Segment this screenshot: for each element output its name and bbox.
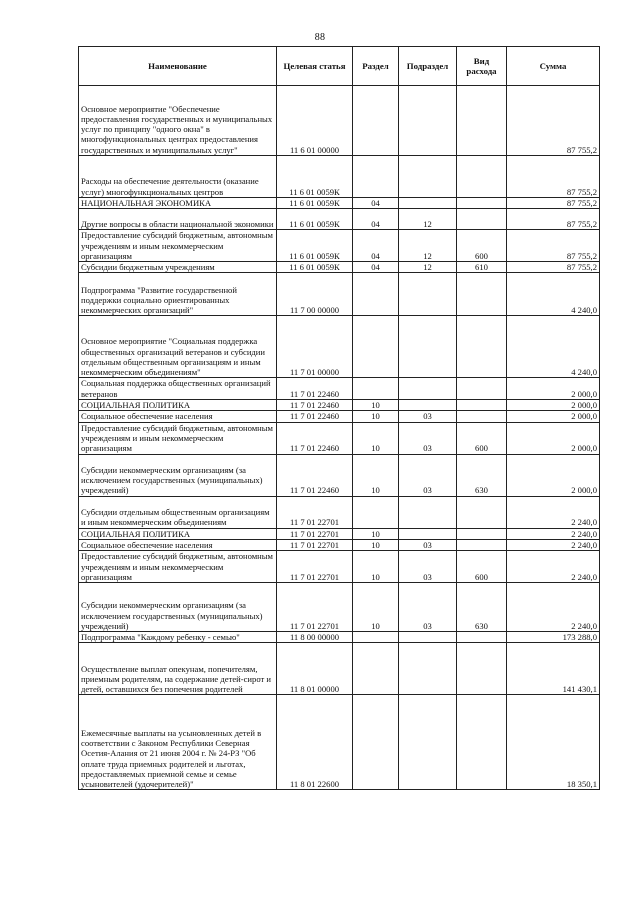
cell-sum: 2 000,0 (507, 378, 600, 400)
cell-subsection (399, 378, 457, 400)
cell-sum: 2 240,0 (507, 528, 600, 539)
table-row (79, 695, 600, 790)
cell-subsection: 12 (399, 262, 457, 273)
cell-subsection: 03 (399, 411, 457, 422)
table-row (79, 454, 600, 496)
header-section: Раздел (353, 47, 399, 86)
table-row (79, 86, 600, 156)
cell-target-code: 11 7 01 22701 (277, 496, 353, 528)
cell-target-code: 11 7 01 22701 (277, 583, 353, 632)
cell-sum: 2 240,0 (507, 539, 600, 550)
table-row (79, 643, 600, 695)
cell-target-code: 11 6 01 0059К (277, 198, 353, 209)
cell-target-code: 11 6 01 0059К (277, 230, 353, 262)
table-row (79, 528, 600, 539)
cell-sum: 87 755,2 (507, 86, 600, 156)
cell-sum: 173 288,0 (507, 632, 600, 643)
table-row (79, 539, 600, 550)
cell-expense-type (457, 400, 507, 411)
cell-expense-type (457, 378, 507, 400)
cell-sum: 4 240,0 (507, 273, 600, 316)
cell-section (353, 632, 399, 643)
table-row (79, 198, 600, 209)
cell-sum: 18 350,1 (507, 695, 600, 790)
cell-target-code: 11 7 01 22701 (277, 551, 353, 583)
cell-expense-type: 600 (457, 422, 507, 454)
cell-subsection (399, 400, 457, 411)
table-header-row (79, 47, 600, 86)
cell-name: НАЦИОНАЛЬНАЯ ЭКОНОМИКА (79, 198, 277, 209)
header-sum: Сумма (507, 47, 600, 86)
cell-sum: 4 240,0 (507, 316, 600, 378)
cell-target-code: 11 7 01 22701 (277, 539, 353, 550)
cell-name: Предоставление субсидий бюджетным, автономным учреждениям и иным некоммерческим организациям (79, 422, 277, 454)
cell-subsection (399, 273, 457, 316)
cell-target-code: 11 7 01 22460 (277, 454, 353, 496)
cell-expense-type: 610 (457, 262, 507, 273)
cell-name: Социальная поддержка общественных организаций ветеранов (79, 378, 277, 400)
table-row (79, 496, 600, 528)
cell-section: 04 (353, 209, 399, 230)
cell-name: Субсидии некоммерческим организациям (за исключением государственных (муниципальных) учреждений) (79, 583, 277, 632)
cell-subsection: 03 (399, 551, 457, 583)
cell-expense-type: 600 (457, 551, 507, 583)
cell-expense-type: 600 (457, 230, 507, 262)
cell-expense-type: 630 (457, 583, 507, 632)
cell-section (353, 156, 399, 198)
table-row (79, 422, 600, 454)
cell-section: 10 (353, 422, 399, 454)
cell-section (353, 316, 399, 378)
cell-target-code: 11 7 00 00000 (277, 273, 353, 316)
cell-section: 10 (353, 539, 399, 550)
cell-subsection: 12 (399, 209, 457, 230)
cell-sum: 2 240,0 (507, 551, 600, 583)
cell-expense-type (457, 695, 507, 790)
cell-name: Субсидии бюджетным учреждениям (79, 262, 277, 273)
cell-section: 04 (353, 198, 399, 209)
table-row (79, 209, 600, 230)
cell-sum: 2 240,0 (507, 583, 600, 632)
cell-section (353, 643, 399, 695)
cell-name: Предоставление субсидий бюджетным, автономным учреждениям и иным некоммерческим организациям (79, 551, 277, 583)
header-type: Вид расхода (457, 47, 507, 86)
cell-subsection (399, 156, 457, 198)
cell-sum: 141 430,1 (507, 643, 600, 695)
cell-target-code: 11 7 01 22701 (277, 528, 353, 539)
cell-section: 10 (353, 400, 399, 411)
cell-section (353, 86, 399, 156)
cell-name: Осуществление выплат опекунам, попечителям, приемным родителям, на содержание детей-сирот и детей, оставшихся без попечения родителей (79, 643, 277, 695)
cell-expense-type (457, 539, 507, 550)
cell-sum: 87 755,2 (507, 156, 600, 198)
cell-subsection (399, 695, 457, 790)
table-row (79, 411, 600, 422)
cell-target-code: 11 6 01 0059К (277, 156, 353, 198)
cell-section: 10 (353, 583, 399, 632)
cell-expense-type (457, 209, 507, 230)
cell-sum: 87 755,2 (507, 209, 600, 230)
cell-section: 04 (353, 230, 399, 262)
cell-subsection (399, 632, 457, 643)
cell-name: Социальное обеспечение населения (79, 411, 277, 422)
header-subsection: Подраздел (399, 47, 457, 86)
cell-section: 10 (353, 528, 399, 539)
cell-sum: 2 000,0 (507, 400, 600, 411)
cell-subsection (399, 316, 457, 378)
cell-expense-type (457, 273, 507, 316)
table-row (79, 378, 600, 400)
cell-name: Другие вопросы в области национальной экономики (79, 209, 277, 230)
cell-expense-type (457, 316, 507, 378)
cell-section (353, 378, 399, 400)
cell-section: 10 (353, 411, 399, 422)
cell-expense-type (457, 86, 507, 156)
cell-sum: 87 755,2 (507, 262, 600, 273)
cell-target-code: 11 7 01 22460 (277, 411, 353, 422)
cell-target-code: 11 6 01 00000 (277, 86, 353, 156)
table-row (79, 583, 600, 632)
cell-expense-type (457, 528, 507, 539)
cell-target-code: 11 7 01 22460 (277, 422, 353, 454)
cell-section (353, 273, 399, 316)
table-row (79, 156, 600, 198)
cell-target-code: 11 6 01 0059К (277, 262, 353, 273)
cell-subsection: 03 (399, 454, 457, 496)
table-row (79, 230, 600, 262)
cell-sum: 2 000,0 (507, 422, 600, 454)
cell-target-code: 11 7 01 22460 (277, 400, 353, 411)
cell-name: СОЦИАЛЬНАЯ ПОЛИТИКА (79, 400, 277, 411)
cell-name: Предоставление субсидий бюджетным, автономным учреждениям и иным некоммерческим организациям (79, 230, 277, 262)
cell-section: 10 (353, 551, 399, 583)
cell-name: СОЦИАЛЬНАЯ ПОЛИТИКА (79, 528, 277, 539)
cell-subsection: 03 (399, 422, 457, 454)
cell-expense-type (457, 496, 507, 528)
table-row (79, 262, 600, 273)
cell-target-code: 11 7 01 00000 (277, 316, 353, 378)
cell-subsection (399, 496, 457, 528)
cell-name: Расходы на обеспечение деятельности (оказание услуг) многофункциональных центров (79, 156, 277, 198)
cell-section: 10 (353, 454, 399, 496)
cell-target-code: 11 7 01 22460 (277, 378, 353, 400)
cell-name: Основное мероприятие "Социальная поддержка общественных организаций ветеранов и субсидии отдельным общественным организациям и иным некоммерческим объединениям" (79, 316, 277, 378)
cell-subsection (399, 86, 457, 156)
header-code: Целевая статья (277, 47, 353, 86)
page-number: 88 (314, 32, 326, 43)
cell-target-code: 11 6 01 0059К (277, 209, 353, 230)
cell-subsection: 03 (399, 583, 457, 632)
cell-subsection (399, 198, 457, 209)
cell-subsection (399, 643, 457, 695)
cell-expense-type: 630 (457, 454, 507, 496)
cell-name: Социальное обеспечение населения (79, 539, 277, 550)
cell-expense-type (457, 411, 507, 422)
cell-section (353, 496, 399, 528)
cell-sum: 2 000,0 (507, 454, 600, 496)
cell-expense-type (457, 632, 507, 643)
table-row (79, 551, 600, 583)
cell-expense-type (457, 156, 507, 198)
cell-subsection: 12 (399, 230, 457, 262)
cell-target-code: 11 8 01 22600 (277, 695, 353, 790)
cell-target-code: 11 8 01 00000 (277, 643, 353, 695)
cell-name: Субсидии отдельным общественным организациям и иным некоммерческим объединениям (79, 496, 277, 528)
table-row (79, 316, 600, 378)
cell-section: 04 (353, 262, 399, 273)
cell-name: Основное мероприятие "Обеспечение предоставления государственных и муниципальных услуг по принципу "одного окна" в многофункциональных центрах предоставления государственных и муниципальных услуг" (79, 86, 277, 156)
table-row (79, 273, 600, 316)
cell-expense-type (457, 198, 507, 209)
cell-section (353, 695, 399, 790)
cell-name: Субсидии некоммерческим организациям (за исключением государственных (муниципальных) учреждений) (79, 454, 277, 496)
cell-name: Ежемесячные выплаты на усыновленных детей в соответствии с Законом Республики Северная Осетия-Алания от 21 июня 2004 г. № 24-РЗ "Об оплате труда приемных родителей и льготах, предоставляемых приемной семье и семье усыновителей (удочерителей)" (79, 695, 277, 790)
cell-sum: 2 240,0 (507, 496, 600, 528)
cell-sum: 87 755,2 (507, 230, 600, 262)
header-name: Наименование (79, 47, 277, 86)
cell-expense-type (457, 643, 507, 695)
cell-name: Подпрограмма "Развитие государственной поддержки социально ориентированных некоммерческих организаций" (79, 273, 277, 316)
table-body (79, 86, 600, 790)
cell-subsection: 03 (399, 539, 457, 550)
table-row (79, 400, 600, 411)
cell-sum: 2 000,0 (507, 411, 600, 422)
budget-table (78, 46, 600, 790)
table-row (79, 632, 600, 643)
cell-sum: 87 755,2 (507, 198, 600, 209)
cell-subsection (399, 528, 457, 539)
cell-target-code: 11 8 00 00000 (277, 632, 353, 643)
cell-name: Подпрограмма "Каждому ребенку - семью" (79, 632, 277, 643)
